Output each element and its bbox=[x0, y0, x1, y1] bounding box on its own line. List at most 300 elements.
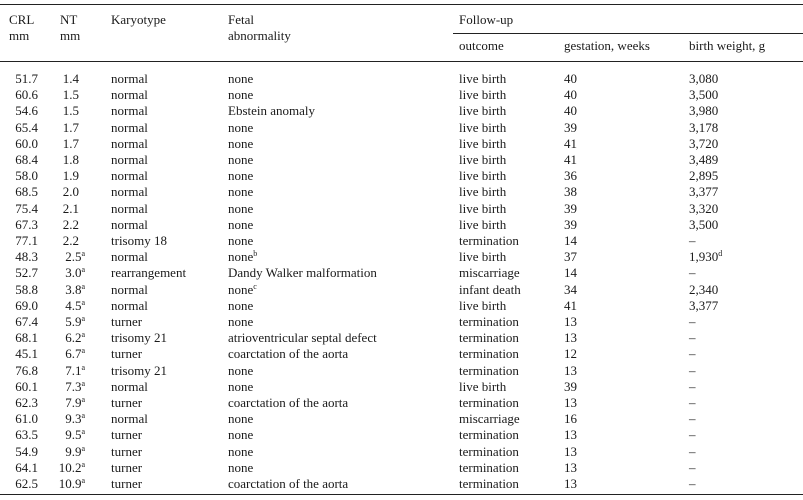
outcome-cell bbox=[459, 346, 519, 362]
crl-cell-text: 62.3 bbox=[15, 395, 38, 410]
outcome-cell bbox=[459, 411, 520, 427]
abnormality-cell bbox=[228, 282, 257, 298]
karyotype-cell bbox=[111, 201, 148, 217]
table-row bbox=[0, 476, 803, 492]
outcome-cell-text: termination bbox=[459, 476, 519, 491]
birth-weight-cell bbox=[689, 87, 718, 103]
nt-cell-text: 1.5 bbox=[62, 103, 79, 119]
karyotype-cell bbox=[111, 152, 148, 168]
crl-cell-text: 61.0 bbox=[15, 411, 38, 427]
nt-cell bbox=[65, 265, 85, 281]
karyotype-cell-text: normal bbox=[111, 119, 148, 135]
karyotype-cell bbox=[111, 363, 167, 379]
nt-cell-footnote-mark: a bbox=[81, 427, 85, 437]
table-row bbox=[0, 201, 803, 217]
crl-cell bbox=[15, 265, 38, 281]
crl-cell-text: 65.4 bbox=[15, 119, 38, 135]
gestation-cell-text: 37 bbox=[564, 249, 577, 265]
karyotype-cell-text: normal bbox=[111, 297, 148, 313]
gestation-cell-text: 12 bbox=[564, 346, 577, 362]
karyotype-cell-text: normal bbox=[111, 200, 148, 216]
gestation-cell-text: 41 bbox=[564, 297, 577, 313]
abnormality-cell-text: none bbox=[228, 297, 254, 313]
birth-weight-cell-footnote-mark: d bbox=[718, 249, 723, 259]
nt-cell bbox=[65, 249, 85, 265]
nt-cell bbox=[59, 476, 85, 492]
crl-cell bbox=[15, 298, 38, 314]
nt-cell bbox=[65, 411, 85, 427]
table-row bbox=[0, 71, 803, 87]
nt-cell-text: 7.1 bbox=[65, 362, 82, 378]
karyotype-cell bbox=[111, 168, 148, 184]
nt-cell-text: 9.9 bbox=[65, 443, 82, 459]
header-outcome: outcome bbox=[459, 38, 504, 53]
nt-cell-text: 2.0 bbox=[62, 184, 79, 200]
outcome-cell-text: live birth bbox=[459, 135, 507, 151]
gestation-cell-text: 38 bbox=[564, 184, 577, 200]
outcome-cell bbox=[459, 330, 519, 346]
nt-cell-text: 10.9 bbox=[58, 476, 82, 491]
nt-cell-text: 1.9 bbox=[62, 168, 79, 184]
outcome-cell bbox=[459, 379, 506, 395]
nt-cell-text: 7.3 bbox=[65, 378, 82, 394]
table-row bbox=[0, 444, 803, 460]
birth-weight-cell-text: 3,489 bbox=[689, 152, 719, 167]
nt-cell bbox=[65, 314, 85, 330]
birth-weight-cell-text: – bbox=[689, 378, 696, 394]
gestation-cell bbox=[564, 201, 577, 217]
abnormality-cell-text: coarctation of the aorta bbox=[228, 476, 349, 491]
karyotype-cell bbox=[111, 184, 148, 200]
crl-cell bbox=[15, 444, 38, 460]
nt-cell-text: 9.5 bbox=[65, 427, 82, 443]
nt-cell-text: 1.7 bbox=[62, 119, 79, 135]
abnormality-cell-text: none bbox=[228, 411, 254, 427]
abnormality-cell bbox=[228, 460, 253, 476]
outcome-cell-text: live birth bbox=[459, 119, 507, 135]
abnormality-cell bbox=[228, 411, 253, 427]
abnormality-cell-footnote-mark: c bbox=[253, 281, 257, 291]
crl-cell bbox=[15, 168, 38, 184]
abnormality-cell-text: none bbox=[228, 443, 254, 459]
birth-weight-cell bbox=[689, 217, 718, 233]
gestation-cell bbox=[564, 184, 577, 200]
nt-cell-text: 6.7 bbox=[65, 346, 82, 362]
abnormality-cell bbox=[228, 249, 257, 265]
karyotype-cell-text: turner bbox=[111, 346, 143, 362]
karyotype-cell-text: normal bbox=[111, 152, 148, 167]
outcome-cell-text: live birth bbox=[459, 152, 507, 167]
table-bottom-rule bbox=[0, 494, 803, 495]
gestation-cell-text: 13 bbox=[564, 476, 577, 491]
gestation-cell-text: 13 bbox=[564, 362, 577, 378]
birth-weight-cell-text: – bbox=[689, 411, 696, 427]
birth-weight-cell-text: – bbox=[689, 395, 696, 410]
birth-weight-cell bbox=[689, 103, 718, 119]
birth-weight-cell-text: 3,500 bbox=[689, 87, 719, 103]
nt-cell bbox=[65, 379, 85, 395]
outcome-cell bbox=[459, 314, 519, 330]
abnormality-cell-text: coarctation of the aorta bbox=[228, 395, 349, 410]
abnormality-cell-text: Ebstein anomaly bbox=[228, 103, 316, 119]
gestation-cell bbox=[564, 282, 577, 298]
abnormality-cell bbox=[228, 184, 253, 200]
abnormality-cell bbox=[228, 265, 377, 281]
karyotype-cell bbox=[111, 460, 142, 476]
birth-weight-cell-text: – bbox=[689, 476, 696, 491]
outcome-cell-text: live birth bbox=[459, 87, 507, 103]
crl-cell-text: 60.0 bbox=[15, 135, 38, 151]
nt-cell-text: 4.5 bbox=[65, 297, 82, 313]
nt-cell-text: 1.7 bbox=[62, 135, 79, 151]
header-fetal: Fetal bbox=[228, 12, 254, 27]
crl-cell bbox=[15, 120, 38, 136]
outcome-cell-text: termination bbox=[459, 443, 519, 459]
header-nt-unit: mm bbox=[60, 28, 81, 43]
nt-cell-footnote-mark: a bbox=[81, 297, 85, 307]
crl-cell-text: 64.1 bbox=[15, 459, 38, 475]
table-row bbox=[0, 379, 803, 395]
nt-cell-text: 5.9 bbox=[65, 314, 82, 329]
crl-cell bbox=[15, 330, 38, 346]
abnormality-cell-text: none bbox=[228, 459, 254, 475]
birth-weight-cell bbox=[689, 330, 696, 346]
crl-cell bbox=[15, 411, 38, 427]
abnormality-cell-text: none bbox=[228, 168, 254, 184]
birth-weight-cell bbox=[689, 136, 718, 152]
table-row bbox=[0, 330, 803, 346]
outcome-cell-text: termination bbox=[459, 362, 519, 378]
crl-cell bbox=[15, 379, 38, 395]
abnormality-cell bbox=[228, 363, 253, 379]
nt-cell bbox=[59, 460, 85, 476]
nt-cell bbox=[63, 136, 85, 152]
karyotype-cell-text: turner bbox=[111, 314, 143, 329]
outcome-cell-text: termination bbox=[459, 233, 519, 248]
birth-weight-cell-text: – bbox=[689, 265, 696, 281]
karyotype-cell bbox=[111, 265, 186, 281]
karyotype-cell bbox=[111, 411, 148, 427]
crl-cell bbox=[15, 233, 38, 249]
outcome-cell-text: live birth bbox=[459, 200, 507, 216]
header-abnormality: abnormality bbox=[228, 28, 291, 43]
nt-cell bbox=[63, 87, 85, 103]
birth-weight-cell bbox=[689, 444, 696, 460]
crl-cell bbox=[15, 346, 38, 362]
karyotype-cell-text: turner bbox=[111, 459, 143, 475]
karyotype-cell bbox=[111, 444, 142, 460]
birth-weight-cell-text: 3,377 bbox=[689, 297, 719, 313]
nt-cell-text: 1.8 bbox=[62, 152, 79, 167]
outcome-cell bbox=[459, 152, 506, 168]
karyotype-cell bbox=[111, 298, 148, 314]
table-row bbox=[0, 184, 803, 200]
birth-weight-cell bbox=[689, 476, 696, 492]
outcome-cell-text: live birth bbox=[459, 103, 507, 119]
abnormality-cell-text: none bbox=[228, 233, 254, 248]
nt-cell bbox=[65, 330, 85, 346]
nt-cell-footnote-mark: a bbox=[81, 330, 85, 340]
abnormality-cell-text: none bbox=[228, 119, 254, 135]
nt-cell bbox=[63, 201, 85, 217]
nt-cell-footnote-mark: a bbox=[81, 265, 85, 275]
birth-weight-cell bbox=[689, 298, 718, 314]
gestation-cell-text: 13 bbox=[564, 427, 577, 443]
karyotype-cell bbox=[111, 282, 148, 298]
birth-weight-cell bbox=[689, 184, 718, 200]
gestation-cell-text: 13 bbox=[564, 443, 577, 459]
outcome-cell bbox=[459, 363, 519, 379]
karyotype-cell bbox=[111, 71, 148, 87]
gestation-cell bbox=[564, 444, 577, 460]
gestation-cell bbox=[564, 314, 577, 330]
karyotype-cell-text: rearrangement bbox=[111, 265, 187, 281]
outcome-cell-text: termination bbox=[459, 395, 519, 410]
gestation-cell-text: 36 bbox=[564, 168, 577, 184]
crl-cell-text: 67.3 bbox=[15, 216, 38, 232]
gestation-cell-text: 16 bbox=[564, 411, 577, 427]
gestation-cell-text: 39 bbox=[564, 216, 577, 232]
gestation-cell-text: 40 bbox=[564, 103, 577, 119]
outcome-cell-text: miscarriage bbox=[459, 265, 520, 281]
abnormality-cell-text: none bbox=[228, 314, 254, 329]
karyotype-cell-text: normal bbox=[111, 216, 148, 232]
karyotype-cell bbox=[111, 87, 148, 103]
birth-weight-cell-text: 2,895 bbox=[689, 168, 719, 184]
birth-weight-cell bbox=[689, 168, 718, 184]
table-row bbox=[0, 346, 803, 362]
nt-cell-footnote-mark: a bbox=[81, 362, 85, 372]
nt-cell-text: 1.5 bbox=[62, 87, 79, 103]
header-crl-unit: mm bbox=[9, 28, 30, 43]
nt-cell bbox=[63, 184, 85, 200]
abnormality-cell bbox=[228, 233, 253, 249]
crl-cell bbox=[15, 184, 38, 200]
table-row bbox=[0, 282, 803, 298]
header-crl: CRL bbox=[9, 12, 35, 27]
crl-cell-text: 45.1 bbox=[15, 346, 38, 362]
crl-cell-text: 67.4 bbox=[15, 314, 38, 329]
karyotype-cell-text: turner bbox=[111, 476, 143, 491]
outcome-cell-text: live birth bbox=[459, 378, 507, 394]
outcome-cell-text: termination bbox=[459, 314, 519, 329]
birth-weight-cell-text: 1,930 bbox=[689, 249, 719, 265]
gestation-cell-text: 14 bbox=[564, 233, 577, 248]
abnormality-cell bbox=[228, 427, 253, 443]
karyotype-cell bbox=[111, 217, 148, 233]
gestation-cell bbox=[564, 233, 577, 249]
nt-cell bbox=[63, 120, 85, 136]
nt-cell-footnote-mark: a bbox=[81, 395, 85, 404]
nt-cell-footnote-mark: a bbox=[81, 411, 85, 421]
birth-weight-cell bbox=[689, 379, 696, 395]
outcome-cell-text: termination bbox=[459, 346, 519, 362]
gestation-cell-text: 13 bbox=[564, 330, 577, 346]
abnormality-cell bbox=[228, 201, 253, 217]
karyotype-cell bbox=[111, 233, 167, 249]
outcome-cell bbox=[459, 120, 506, 136]
crl-cell bbox=[15, 136, 38, 152]
nt-cell-text: 6.2 bbox=[65, 330, 82, 346]
nt-cell-text: 2.5 bbox=[65, 249, 82, 265]
header-followup: Follow-up bbox=[459, 12, 514, 27]
birth-weight-cell-text: – bbox=[689, 346, 696, 362]
crl-cell bbox=[15, 395, 38, 411]
nt-cell-footnote-mark: a bbox=[81, 459, 85, 469]
karyotype-cell-text: normal bbox=[111, 87, 148, 103]
birth-weight-cell-text: – bbox=[689, 330, 696, 346]
outcome-cell bbox=[459, 298, 506, 314]
abnormality-cell bbox=[228, 168, 253, 184]
outcome-cell bbox=[459, 460, 519, 476]
crl-cell bbox=[15, 152, 38, 168]
gestation-cell bbox=[564, 152, 577, 168]
outcome-cell bbox=[459, 395, 519, 411]
abnormality-cell bbox=[228, 87, 253, 103]
abnormality-cell bbox=[228, 152, 253, 168]
abnormality-cell-text: atrioventricular septal defect bbox=[228, 330, 377, 346]
abnormality-cell bbox=[228, 330, 377, 346]
karyotype-cell-text: normal bbox=[111, 184, 148, 200]
crl-cell-text: 58.0 bbox=[15, 168, 38, 184]
crl-cell-text: 69.0 bbox=[15, 297, 38, 313]
table-row bbox=[0, 460, 803, 476]
birth-weight-cell-text: 3,377 bbox=[689, 184, 719, 200]
karyotype-cell bbox=[111, 476, 142, 492]
crl-cell-text: 52.7 bbox=[15, 265, 38, 281]
nt-cell-text: 1.4 bbox=[62, 71, 79, 86]
gestation-cell-text: 41 bbox=[564, 152, 577, 167]
gestation-cell-text: 13 bbox=[564, 395, 577, 410]
karyotype-cell-text: normal bbox=[111, 411, 148, 427]
gestation-cell bbox=[564, 136, 577, 152]
abnormality-cell-text: none bbox=[228, 249, 254, 265]
outcome-cell-text: termination bbox=[459, 427, 519, 443]
birth-weight-cell bbox=[689, 265, 696, 281]
birth-weight-cell-text: – bbox=[689, 443, 696, 459]
birth-weight-cell bbox=[689, 363, 696, 379]
karyotype-cell bbox=[111, 136, 148, 152]
nt-cell-footnote-mark: a bbox=[81, 476, 85, 485]
gestation-cell bbox=[564, 427, 577, 443]
birth-weight-cell bbox=[689, 152, 718, 168]
crl-cell-text: 60.6 bbox=[15, 87, 38, 103]
crl-cell-text: 63.5 bbox=[15, 427, 38, 443]
gestation-cell bbox=[564, 71, 577, 87]
birth-weight-cell bbox=[689, 71, 718, 87]
nt-cell-footnote-mark: a bbox=[81, 378, 85, 388]
header-nt: NT bbox=[60, 12, 78, 27]
abnormality-cell-text: none bbox=[228, 135, 254, 151]
crl-cell bbox=[15, 103, 38, 119]
karyotype-cell-text: normal bbox=[111, 71, 148, 86]
table-row bbox=[0, 314, 803, 330]
outcome-cell bbox=[459, 249, 506, 265]
crl-cell bbox=[15, 71, 38, 87]
table-row bbox=[0, 249, 803, 265]
gestation-cell bbox=[564, 265, 577, 281]
abnormality-cell bbox=[228, 217, 253, 233]
birth-weight-cell-text: 3,320 bbox=[689, 200, 719, 216]
birth-weight-cell-text: 3,720 bbox=[689, 135, 719, 151]
gestation-cell bbox=[564, 249, 577, 265]
abnormality-cell-text: coarctation of the aorta bbox=[228, 346, 349, 362]
nt-cell bbox=[63, 71, 85, 87]
crl-cell bbox=[15, 314, 38, 330]
crl-cell-text: 76.8 bbox=[15, 362, 38, 378]
birth-weight-cell bbox=[689, 346, 696, 362]
outcome-cell-text: infant death bbox=[459, 281, 521, 297]
outcome-cell bbox=[459, 233, 519, 249]
gestation-cell bbox=[564, 411, 577, 427]
table-row bbox=[0, 265, 803, 281]
outcome-cell bbox=[459, 217, 506, 233]
abnormality-cell bbox=[228, 136, 253, 152]
table-row bbox=[0, 152, 803, 168]
abnormality-cell bbox=[228, 346, 348, 362]
crl-cell-text: 68.5 bbox=[15, 184, 38, 200]
nt-cell bbox=[65, 282, 85, 298]
abnormality-cell-text: none bbox=[228, 152, 254, 167]
birth-weight-cell bbox=[689, 395, 696, 411]
abnormality-cell bbox=[228, 314, 253, 330]
table-row bbox=[0, 103, 803, 119]
karyotype-cell-text: normal bbox=[111, 378, 148, 394]
outcome-cell bbox=[459, 103, 506, 119]
table-row bbox=[0, 120, 803, 136]
outcome-cell-text: termination bbox=[459, 459, 519, 475]
crl-cell-text: 68.1 bbox=[15, 330, 38, 346]
outcome-cell-text: termination bbox=[459, 330, 519, 346]
nt-cell-text: 3.0 bbox=[65, 265, 82, 281]
karyotype-cell-text: turner bbox=[111, 395, 143, 410]
nt-cell bbox=[63, 233, 85, 249]
nt-cell bbox=[63, 103, 85, 119]
abnormality-cell bbox=[228, 120, 253, 136]
nt-cell-text: 3.8 bbox=[65, 281, 82, 297]
table-row bbox=[0, 233, 803, 249]
abnormality-cell bbox=[228, 298, 253, 314]
gestation-cell bbox=[564, 217, 577, 233]
nt-cell bbox=[65, 444, 85, 460]
nt-cell bbox=[65, 298, 85, 314]
birth-weight-cell bbox=[689, 233, 696, 249]
crl-cell-text: 68.4 bbox=[15, 152, 38, 167]
karyotype-cell-text: normal bbox=[111, 168, 148, 184]
gestation-cell bbox=[564, 460, 577, 476]
nt-cell-text: 9.3 bbox=[65, 411, 82, 427]
nt-cell bbox=[63, 152, 85, 168]
gestation-cell bbox=[564, 87, 577, 103]
crl-cell bbox=[15, 249, 38, 265]
outcome-cell bbox=[459, 71, 506, 87]
birth-weight-cell-text: 2,340 bbox=[689, 281, 719, 297]
table-row bbox=[0, 168, 803, 184]
outcome-cell-text: live birth bbox=[459, 71, 507, 86]
crl-cell bbox=[15, 217, 38, 233]
crl-cell-text: 60.1 bbox=[15, 378, 38, 394]
karyotype-cell-text: turner bbox=[111, 427, 143, 443]
crl-cell-text: 54.6 bbox=[15, 103, 38, 119]
gestation-cell bbox=[564, 298, 577, 314]
gestation-cell-text: 39 bbox=[564, 200, 577, 216]
crl-cell bbox=[15, 201, 38, 217]
nt-cell-text: 2.1 bbox=[62, 200, 79, 216]
nt-cell-text: 2.2 bbox=[62, 216, 79, 232]
gestation-cell bbox=[564, 379, 577, 395]
abnormality-cell bbox=[228, 379, 253, 395]
gestation-cell bbox=[564, 346, 577, 362]
